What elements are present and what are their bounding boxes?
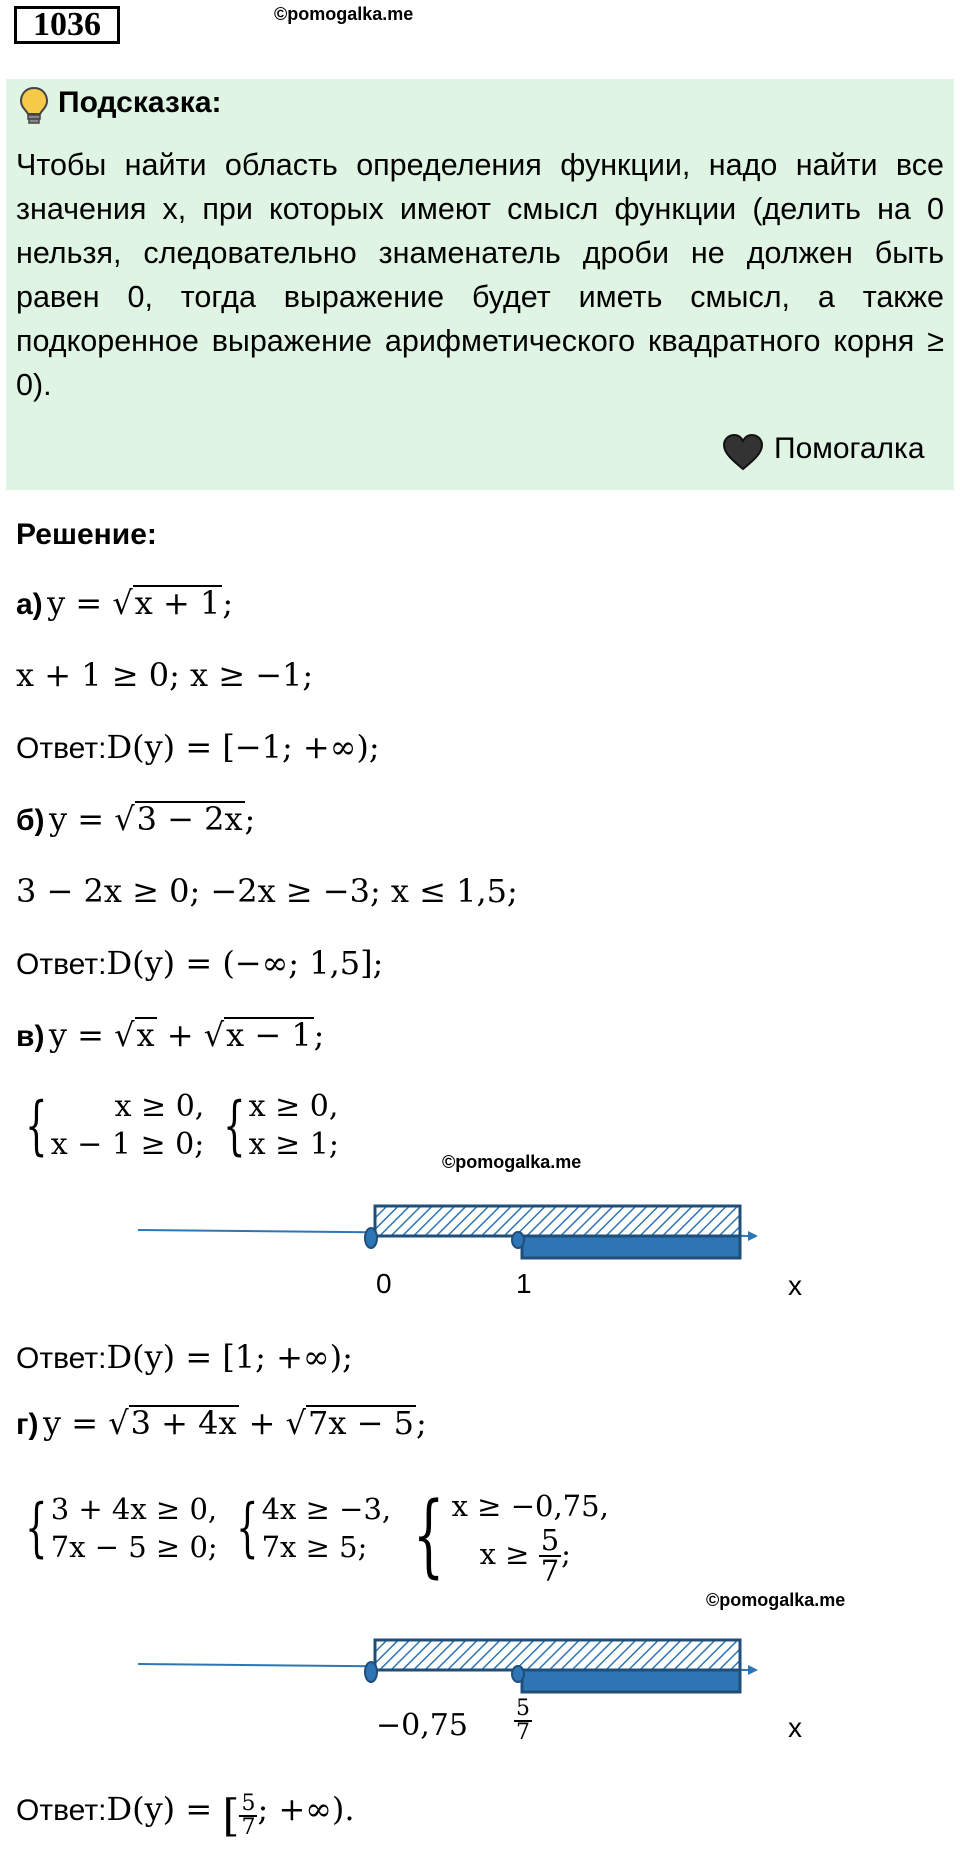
- axis-label-x: x: [788, 1270, 802, 1301]
- part-a-lhs: y =: [47, 584, 113, 622]
- part-b-answer: [16, 944, 383, 982]
- part-v-radicand-2: x − 1: [226, 1016, 312, 1054]
- fraction-numerator: 5: [241, 1790, 256, 1816]
- system-line: 7x ≥ 5;: [261, 1530, 368, 1564]
- part-a-step: x + 1 ≥ 0; x ≥ −1;: [16, 656, 314, 694]
- part-g-radicand-1: 3 + 4x: [130, 1404, 237, 1442]
- part-v-radicand-1: x: [136, 1016, 155, 1054]
- part-v-answer-value: D(y) = [1; +∞);: [106, 1338, 353, 1376]
- fraction-denominator: 7: [241, 1814, 256, 1840]
- part-b-radicand: 3 − 2x: [136, 800, 243, 838]
- part-v-lhs: y =: [48, 1016, 115, 1054]
- fraction-denominator: 7: [540, 1554, 560, 1588]
- system-line: x ≥ 0,: [248, 1089, 339, 1124]
- answer-bracket: [: [222, 1790, 240, 1842]
- part-g-system-2: { 4x ≥ −3, 7x ≥ 5;: [236, 1491, 392, 1565]
- system-line: x ≥ −0,75,: [451, 1489, 609, 1523]
- solution-title: Решение:: [16, 518, 157, 551]
- axis-label-0: 0: [376, 1268, 392, 1299]
- part-g-lhs: y =: [42, 1404, 109, 1442]
- part-b-function: б) y = √3 − 2x;: [16, 800, 256, 838]
- answer-fraction: [239, 1790, 257, 1840]
- lightbulb-icon: [18, 86, 50, 126]
- part-g-answer: [16, 1790, 355, 1841]
- part-a-label: а): [16, 588, 43, 621]
- part-g-system-3: { x ≥ −0,75, x ≥ $\frac{5}{7}$ ;: [413, 1483, 609, 1588]
- answer-prefix: Ответ:: [16, 1794, 107, 1827]
- part-b-label: б): [16, 804, 45, 837]
- point-5-7: [512, 1666, 524, 1682]
- system-line: x ≥ 0,: [114, 1089, 205, 1124]
- task-number: 1036: [14, 6, 120, 44]
- part-b-tail: ;: [244, 800, 256, 838]
- part-v-system-1: { x ≥ 0, x − 1 ≥ 0;: [25, 1089, 205, 1163]
- part-v-plus: +: [156, 1016, 204, 1054]
- system-line-tail: ;: [561, 1537, 571, 1571]
- fraction-numerator: 5: [516, 1696, 530, 1721]
- part-g-answer-lhs: D(y) =: [106, 1790, 223, 1828]
- part-v-tail: ;: [313, 1016, 325, 1054]
- interval-x-ge-0: [375, 1206, 740, 1236]
- system-line: 7x − 5 ≥ 0;: [50, 1530, 218, 1564]
- interval-x-ge-1: [522, 1236, 740, 1258]
- part-v-systems: [16, 1088, 339, 1164]
- part-v-system-2: { x ≥ 0, x ≥ 1;: [223, 1089, 339, 1163]
- part-a-answer-value: D(y) = [−1; +∞);: [106, 728, 380, 766]
- axis-label-x: x: [788, 1712, 802, 1743]
- axis-arrow: [748, 1665, 758, 1675]
- heart-icon: [722, 433, 764, 471]
- watermark: ©pomogalka.me: [442, 1152, 582, 1172]
- part-b-answer-value: D(y) = (−∞; 1,5];: [106, 944, 384, 982]
- part-v-function: в) y = √x + √x − 1;: [16, 1016, 325, 1054]
- part-a-tail: ;: [222, 584, 234, 622]
- interval-x-ge-5-7: [522, 1670, 740, 1692]
- point-1: [512, 1232, 524, 1248]
- part-b-lhs: y =: [48, 800, 115, 838]
- answer-prefix: Ответ:: [16, 732, 107, 765]
- system-line: 3 + 4x ≥ 0,: [50, 1492, 218, 1526]
- watermark: ©pomogalka.me: [706, 1590, 846, 1610]
- answer-prefix: Ответ:: [16, 948, 107, 981]
- part-g-system-1: { 3 + 4x ≥ 0, 7x − 5 ≥ 0;: [25, 1491, 218, 1565]
- fraction-numerator: 5: [540, 1523, 560, 1557]
- brand-name: Помогалка: [774, 432, 925, 465]
- point-neg075: [365, 1662, 377, 1682]
- hint-title: Подсказка:: [58, 86, 222, 119]
- watermark: ©pomogalka.me: [274, 4, 414, 24]
- part-v-label: в): [16, 1020, 45, 1053]
- interval-x-ge-neg075: [375, 1640, 740, 1670]
- part-g-tail: ;: [415, 1404, 427, 1442]
- fraction: [539, 1523, 561, 1588]
- system-line: x ≥ 1;: [248, 1127, 339, 1162]
- system-line-lhs: x ≥: [479, 1537, 539, 1571]
- axis-label-5-7: [514, 1698, 532, 1744]
- part-a-radicand: x + 1: [134, 584, 221, 622]
- part-g-number-line: [0, 1630, 960, 1710]
- answer-prefix: Ответ:: [16, 1342, 107, 1375]
- system-line: [452, 1523, 609, 1588]
- part-a-answer: [16, 728, 380, 766]
- part-g-answer-tail: ; +∞).: [257, 1790, 355, 1828]
- axis-arrow: [748, 1231, 758, 1241]
- fraction-denominator: 7: [516, 1720, 530, 1745]
- part-b-step: 3 − 2x ≥ 0; −2x ≥ −3; x ≤ 1,5;: [16, 872, 518, 910]
- part-g-systems: [16, 1478, 609, 1588]
- axis-label-neg075: −0,75: [376, 1708, 468, 1743]
- part-g-label: г): [16, 1408, 39, 1441]
- part-g-radicand-2: 7x − 5: [308, 1404, 414, 1442]
- system-line: 4x ≥ −3,: [261, 1492, 392, 1526]
- part-g-function: г) y = √3 + 4x + √7x − 5;: [16, 1404, 427, 1442]
- part-v-number-line: [0, 1196, 960, 1276]
- part-g-plus: +: [238, 1404, 286, 1442]
- point-0: [365, 1228, 377, 1248]
- part-v-answer: [16, 1338, 353, 1376]
- hint-text: Чтобы найти область определения функции, надо найти все значения x, при которых имеют смысл функции (делить на 0 нельзя, следовательно знаменатель дроби не должен быть равен 0, тогда выражение будет иметь смысл, а также подкоренное выражение арифметического квадратного корня ≥ 0).: [16, 148, 944, 402]
- part-a-function: а) y = √x + 1;: [16, 584, 234, 622]
- axis-label-1: 1: [516, 1268, 532, 1299]
- system-line: x − 1 ≥ 0;: [50, 1127, 205, 1162]
